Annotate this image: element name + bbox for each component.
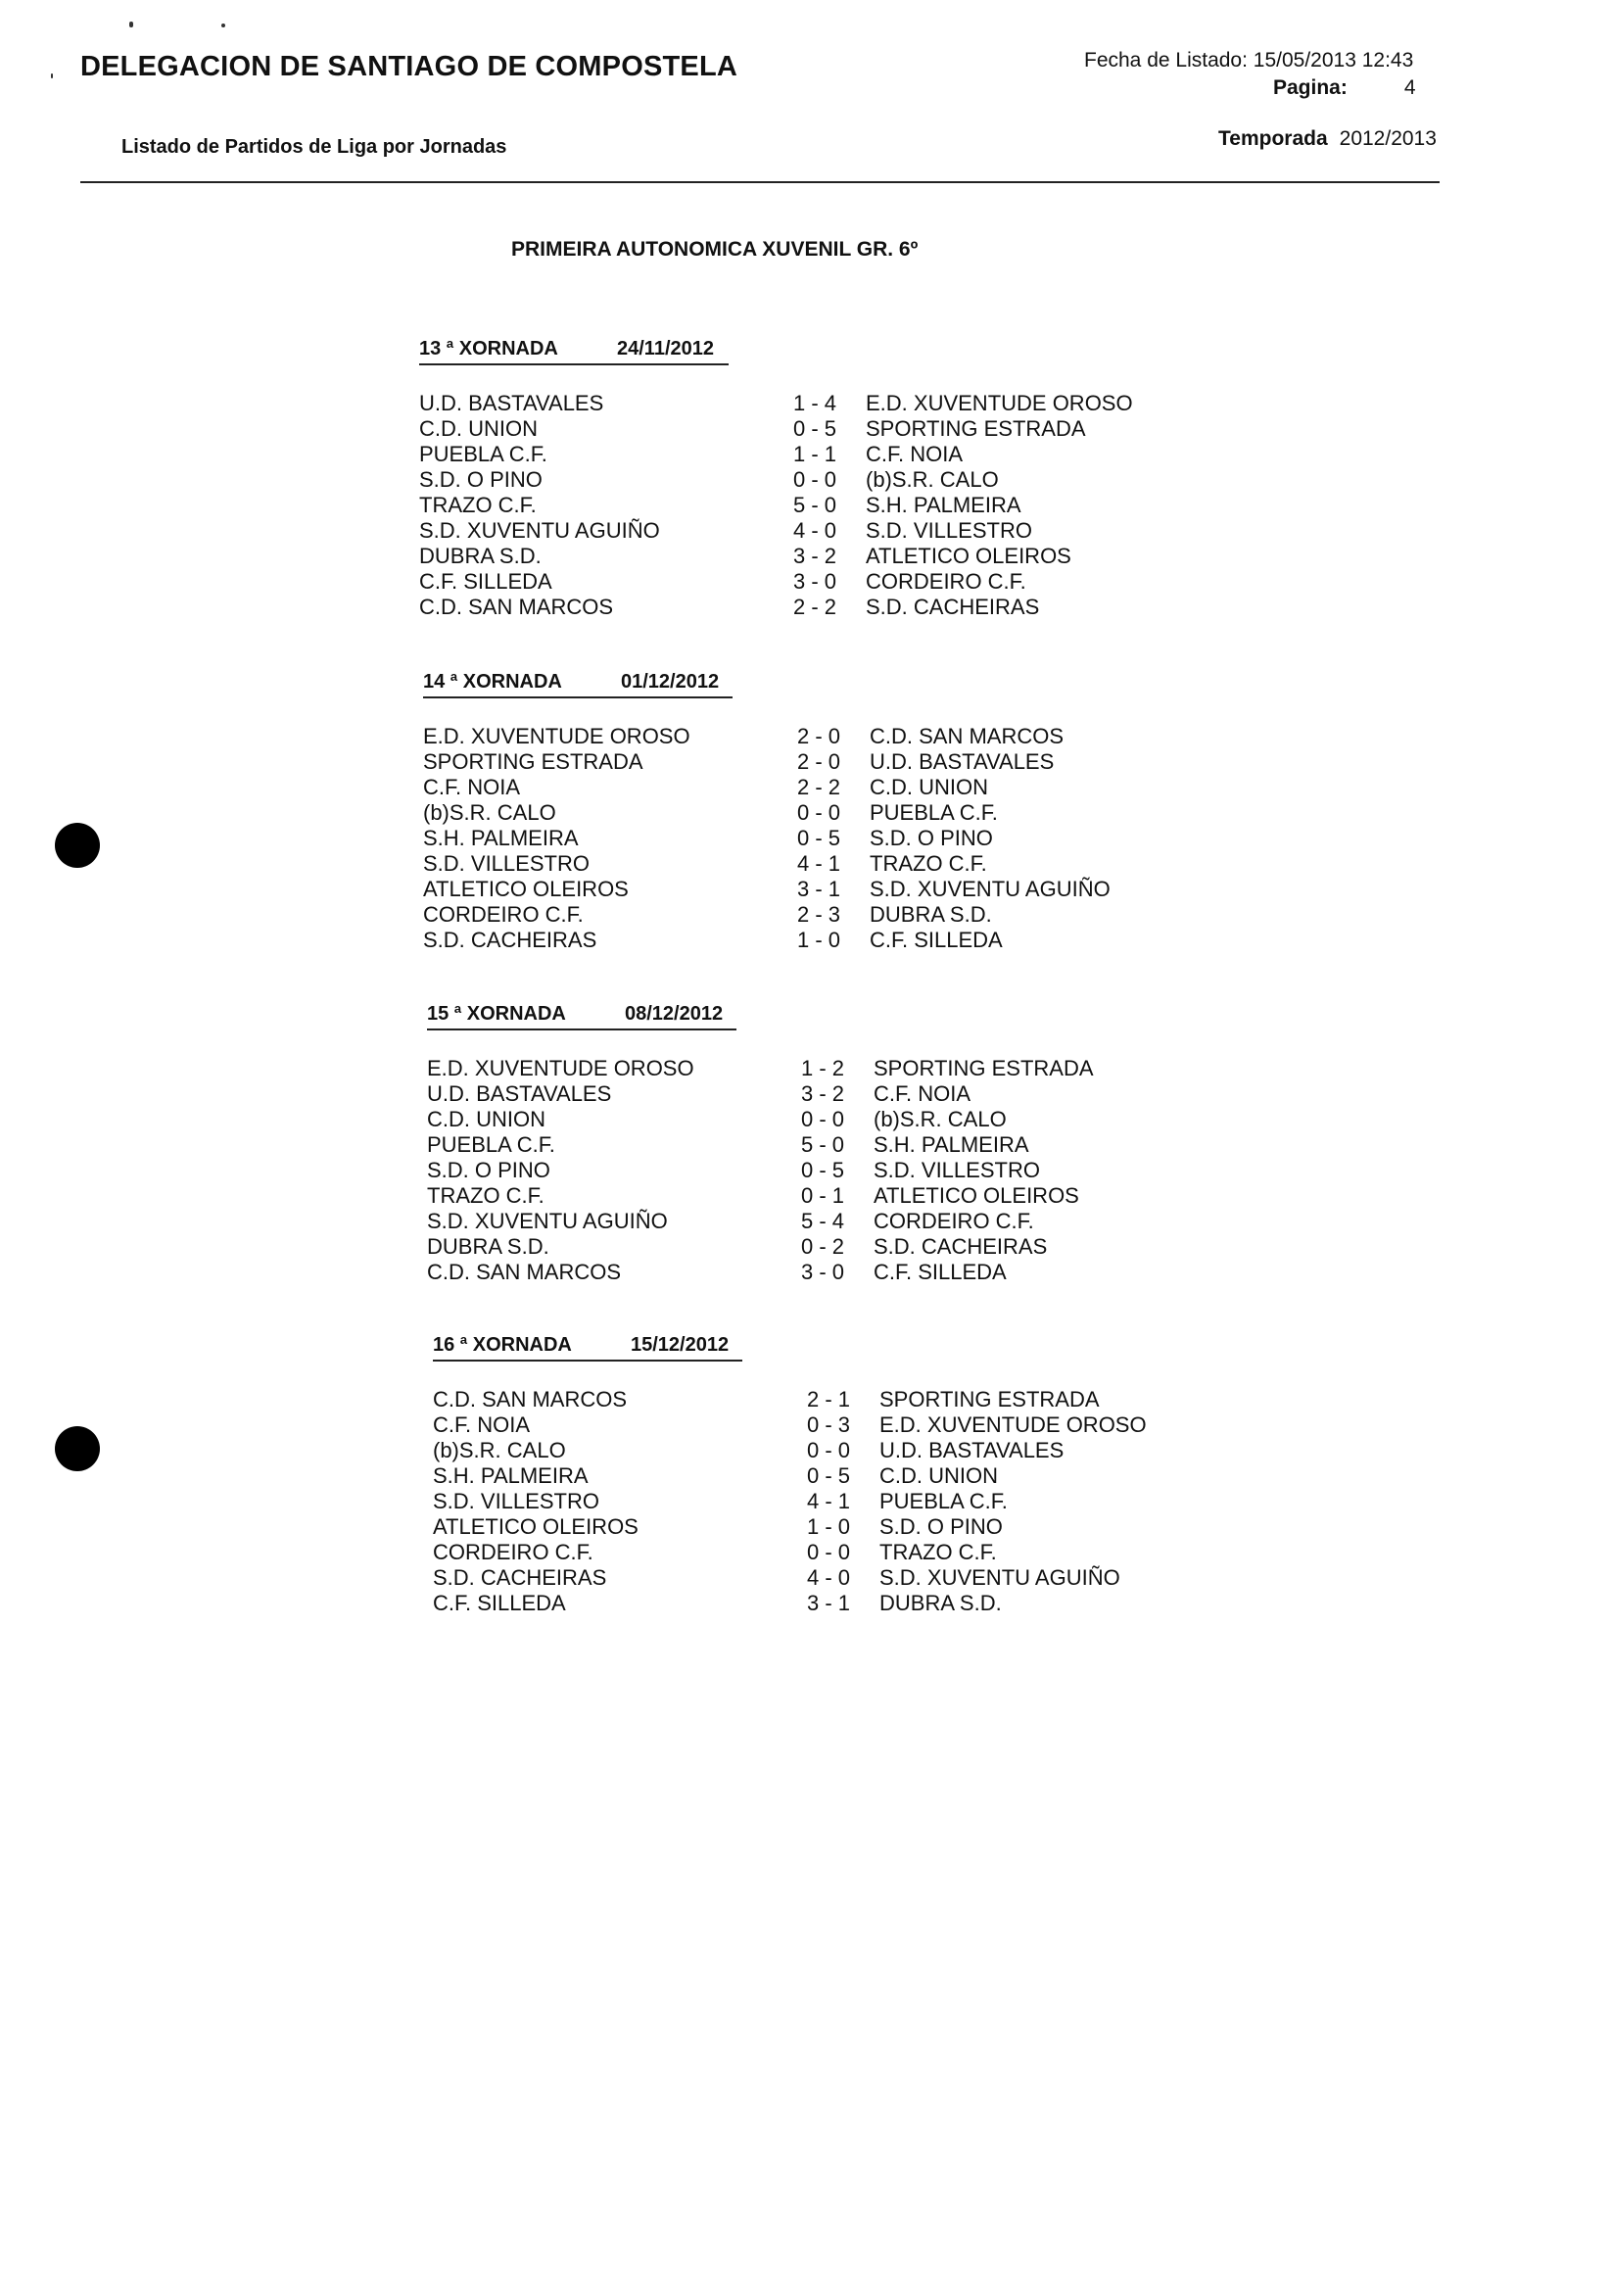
away-team: C.F. SILLEDA (870, 928, 1003, 952)
home-team: S.D. O PINO (427, 1158, 550, 1182)
jornada-header (419, 338, 1163, 367)
match-row (427, 1132, 1171, 1158)
scan-speck (129, 22, 133, 27)
match-row (423, 877, 1167, 902)
match-row (427, 1234, 1171, 1260)
home-team: (b)S.R. CALO (423, 800, 556, 825)
away-team: S.D. XUVENTU AGUIÑO (870, 877, 1111, 901)
listado-title: Listado de Partidos de Liga por Jornadas (121, 136, 507, 158)
away-team: PUEBLA C.F. (870, 800, 998, 825)
match-score: 0 - 0 (797, 800, 841, 825)
jornada-label: 14 ª XORNADA (423, 671, 562, 693)
home-team: C.F. NOIA (433, 1412, 531, 1437)
match-row (423, 724, 1167, 749)
match-score: 2 - 0 (797, 724, 841, 748)
away-team: C.D. SAN MARCOS (870, 724, 1065, 748)
match-row (433, 1438, 1177, 1463)
jornada-header (423, 671, 1167, 700)
match-row (433, 1591, 1177, 1616)
jornada-label: 15 ª XORNADA (427, 1003, 566, 1025)
delegacion-title: DELEGACION DE SANTIAGO DE COMPOSTELA (80, 51, 738, 82)
match-score: 1 - 2 (801, 1056, 845, 1080)
home-team: U.D. BASTAVALES (427, 1081, 612, 1106)
away-team: E.D. XUVENTUDE OROSO (866, 391, 1133, 415)
home-team: C.F. SILLEDA (433, 1591, 566, 1615)
jornada-header (427, 1003, 1171, 1032)
away-team: (b)S.R. CALO (866, 467, 999, 492)
match-score: 5 - 4 (801, 1209, 845, 1233)
home-team: DUBRA S.D. (419, 544, 542, 568)
match-row (423, 826, 1167, 851)
match-score: 0 - 5 (801, 1158, 845, 1182)
temporada (1218, 127, 1437, 151)
away-team: S.D. VILLESTRO (874, 1158, 1040, 1182)
match-score: 1 - 0 (797, 928, 841, 952)
away-team: ATLETICO OLEIROS (874, 1183, 1079, 1208)
match-score: 0 - 5 (793, 416, 837, 441)
match-score: 0 - 0 (807, 1540, 851, 1564)
home-team: PUEBLA C.F. (419, 442, 547, 466)
away-team: CORDEIRO C.F. (866, 569, 1026, 594)
match-score: 2 - 0 (797, 749, 841, 774)
match-score: 0 - 0 (807, 1438, 851, 1462)
jornada-label: 13 ª XORNADA (419, 338, 558, 359)
jornada-block (427, 1003, 1171, 1285)
header-divider (80, 181, 1440, 183)
home-team: U.D. BASTAVALES (419, 391, 604, 415)
away-team: S.H. PALMEIRA (866, 493, 1021, 517)
competition-title: PRIMEIRA AUTONOMICA XUVENIL GR. 6º (511, 238, 919, 261)
home-team: S.H. PALMEIRA (433, 1463, 589, 1488)
match-list (433, 1387, 1177, 1616)
match-row (423, 749, 1167, 775)
away-team: DUBRA S.D. (879, 1591, 1002, 1615)
match-score: 5 - 0 (801, 1132, 845, 1157)
match-row (423, 851, 1167, 877)
match-row (427, 1183, 1171, 1209)
home-team: C.F. SILLEDA (419, 569, 552, 594)
away-team: TRAZO C.F. (879, 1540, 997, 1564)
away-team: E.D. XUVENTUDE OROSO (879, 1412, 1147, 1437)
away-team: SPORTING ESTRADA (879, 1387, 1100, 1411)
home-team: TRAZO C.F. (419, 493, 537, 517)
away-team: S.D. CACHEIRAS (866, 595, 1040, 619)
fecha-value: 15/05/2013 12:43 (1253, 49, 1414, 72)
home-team: C.F. NOIA (423, 775, 521, 799)
home-team: CORDEIRO C.F. (423, 902, 584, 927)
match-score: 1 - 0 (807, 1514, 851, 1539)
home-team: (b)S.R. CALO (433, 1438, 566, 1462)
match-list (427, 1056, 1171, 1285)
match-score: 0 - 1 (801, 1183, 845, 1208)
home-team: DUBRA S.D. (427, 1234, 549, 1259)
match-score: 4 - 1 (807, 1489, 851, 1513)
away-team: S.D. O PINO (879, 1514, 1003, 1539)
match-row (419, 595, 1163, 620)
home-team: CORDEIRO C.F. (433, 1540, 593, 1564)
match-score: 3 - 2 (793, 544, 837, 568)
away-team: SPORTING ESTRADA (874, 1056, 1094, 1080)
away-team: (b)S.R. CALO (874, 1107, 1007, 1131)
jornada-underline (427, 1028, 736, 1030)
home-team: S.D. CACHEIRAS (423, 928, 597, 952)
match-score: 3 - 2 (801, 1081, 845, 1106)
match-score: 4 - 0 (807, 1565, 851, 1590)
match-row (419, 442, 1163, 467)
match-score: 1 - 1 (793, 442, 837, 466)
scan-speck (221, 24, 225, 27)
match-row (433, 1412, 1177, 1438)
punch-hole (55, 1426, 100, 1471)
match-row (427, 1260, 1171, 1285)
match-score: 0 - 0 (793, 467, 837, 492)
pagina-value: 4 (1403, 76, 1416, 99)
match-list (423, 724, 1167, 953)
match-row (419, 569, 1163, 595)
match-row (419, 493, 1163, 518)
away-team: C.D. UNION (870, 775, 988, 799)
match-row (423, 800, 1167, 826)
match-list (419, 391, 1163, 620)
match-score: 3 - 0 (801, 1260, 845, 1284)
jornada-date: 08/12/2012 (625, 1003, 724, 1025)
match-row (427, 1158, 1171, 1183)
home-team: S.H. PALMEIRA (423, 826, 579, 850)
match-score: 0 - 2 (801, 1234, 845, 1259)
jornada-underline (419, 363, 729, 365)
match-row (419, 467, 1163, 493)
home-team: S.D. VILLESTRO (423, 851, 590, 876)
match-score: 4 - 0 (793, 518, 837, 543)
home-team: TRAZO C.F. (427, 1183, 545, 1208)
match-row (433, 1463, 1177, 1489)
jornada-date: 15/12/2012 (631, 1334, 730, 1356)
match-score: 2 - 3 (797, 902, 841, 927)
match-score: 1 - 4 (793, 391, 837, 415)
home-team: C.D. SAN MARCOS (427, 1260, 622, 1284)
away-team: S.D. O PINO (870, 826, 993, 850)
match-score: 2 - 2 (793, 595, 837, 619)
match-row (433, 1387, 1177, 1412)
match-score: 3 - 1 (807, 1591, 851, 1615)
jornada-date: 01/12/2012 (621, 671, 720, 693)
match-score: 2 - 1 (807, 1387, 851, 1411)
jornada-header (433, 1334, 1177, 1363)
match-row (427, 1056, 1171, 1081)
match-row (423, 928, 1167, 953)
home-team: C.D. SAN MARCOS (433, 1387, 628, 1411)
match-row (433, 1565, 1177, 1591)
home-team: E.D. XUVENTUDE OROSO (427, 1056, 694, 1080)
away-team: C.F. NOIA (866, 442, 964, 466)
away-team: U.D. BASTAVALES (879, 1438, 1065, 1462)
match-row (433, 1489, 1177, 1514)
home-team: SPORTING ESTRADA (423, 749, 643, 774)
jornada-block (433, 1334, 1177, 1616)
match-row (427, 1081, 1171, 1107)
home-team: C.D. UNION (419, 416, 538, 441)
match-score: 0 - 5 (797, 826, 841, 850)
scan-speck (51, 73, 53, 78)
away-team: S.D. CACHEIRAS (874, 1234, 1048, 1259)
away-team: S.D. VILLESTRO (866, 518, 1032, 543)
match-row (427, 1107, 1171, 1132)
home-team: E.D. XUVENTUDE OROSO (423, 724, 690, 748)
jornada-block (419, 338, 1163, 620)
match-row (419, 416, 1163, 442)
match-score: 3 - 0 (793, 569, 837, 594)
match-row (427, 1209, 1171, 1234)
away-team: ATLETICO OLEIROS (866, 544, 1071, 568)
match-score: 2 - 2 (797, 775, 841, 799)
away-team: SPORTING ESTRADA (866, 416, 1086, 441)
match-row (423, 902, 1167, 928)
match-score: 0 - 5 (807, 1463, 851, 1488)
match-row (433, 1514, 1177, 1540)
jornada-label: 16 ª XORNADA (433, 1334, 572, 1356)
pagina-label: Pagina: (1273, 76, 1348, 99)
punch-hole (55, 823, 100, 868)
match-score: 3 - 1 (797, 877, 841, 901)
away-team: TRAZO C.F. (870, 851, 987, 876)
home-team: PUEBLA C.F. (427, 1132, 555, 1157)
match-row (433, 1540, 1177, 1565)
away-team: C.D. UNION (879, 1463, 998, 1488)
home-team: S.D. VILLESTRO (433, 1489, 599, 1513)
match-row (423, 775, 1167, 800)
match-row (419, 391, 1163, 416)
home-team: C.D. SAN MARCOS (419, 595, 614, 619)
home-team: S.D. O PINO (419, 467, 543, 492)
away-team: DUBRA S.D. (870, 902, 992, 927)
temporada-label: Temporada (1218, 127, 1328, 150)
away-team: S.D. XUVENTU AGUIÑO (879, 1565, 1120, 1590)
fecha-label: Fecha de Listado: (1084, 49, 1248, 72)
home-team: C.D. UNION (427, 1107, 545, 1131)
jornada-date: 24/11/2012 (617, 338, 714, 359)
fecha-listado (1084, 49, 1413, 72)
away-team: PUEBLA C.F. (879, 1489, 1008, 1513)
home-team: ATLETICO OLEIROS (433, 1514, 639, 1539)
home-team: S.D. CACHEIRAS (433, 1565, 607, 1590)
temporada-value: 2012/2013 (1339, 127, 1437, 150)
match-score: 5 - 0 (793, 493, 837, 517)
jornada-underline (423, 696, 733, 698)
away-team: S.H. PALMEIRA (874, 1132, 1029, 1157)
away-team: C.F. SILLEDA (874, 1260, 1007, 1284)
away-team: U.D. BASTAVALES (870, 749, 1055, 774)
away-team: C.F. NOIA (874, 1081, 971, 1106)
match-row (419, 544, 1163, 569)
home-team: S.D. XUVENTU AGUIÑO (427, 1209, 668, 1233)
away-team: CORDEIRO C.F. (874, 1209, 1034, 1233)
match-score: 0 - 0 (801, 1107, 845, 1131)
match-score: 4 - 1 (797, 851, 841, 876)
home-team: S.D. XUVENTU AGUIÑO (419, 518, 660, 543)
match-score: 0 - 3 (807, 1412, 851, 1437)
jornada-block (423, 671, 1167, 953)
pagina (1273, 76, 1416, 100)
jornada-underline (433, 1360, 742, 1362)
match-row (419, 518, 1163, 544)
home-team: ATLETICO OLEIROS (423, 877, 629, 901)
